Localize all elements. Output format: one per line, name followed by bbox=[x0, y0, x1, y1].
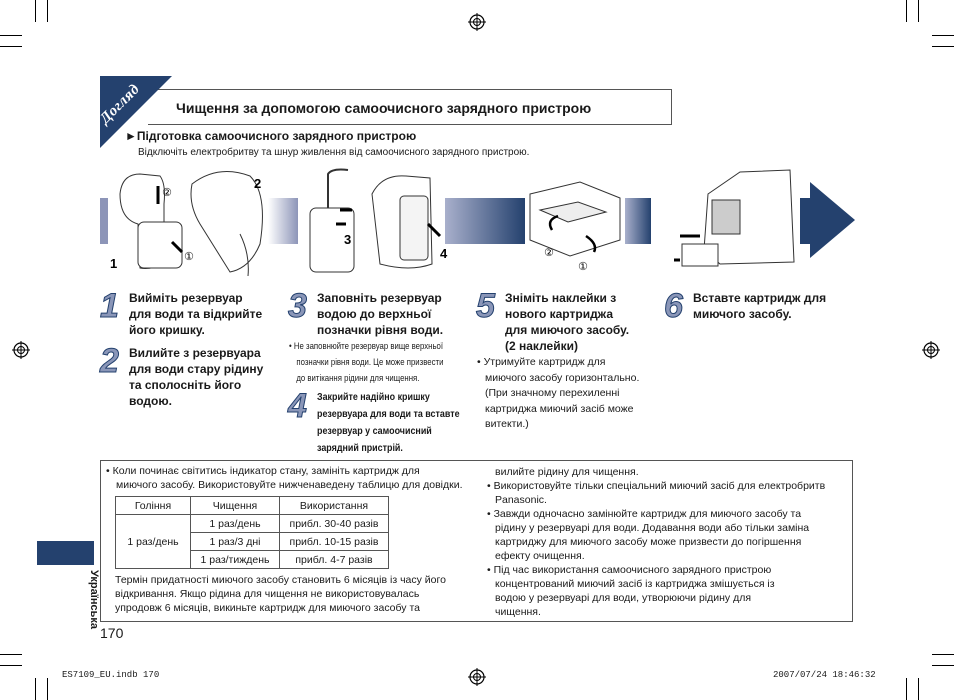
step-2-number: 2 bbox=[100, 342, 119, 380]
step-1-number: 1 bbox=[100, 287, 119, 325]
step-6-number: 6 bbox=[664, 287, 683, 325]
shelf-life-text: Термін придатності миючого засобу становить 6 місяців із часу його відкривання. Якщо рідина для чищення не використовувалась упродовж 6 місяців, викиньте картридж для миючого засобу та bbox=[115, 574, 446, 614]
step-6-text: Вставте картридж для миючого засобу. bbox=[693, 291, 827, 321]
step-4-text: Закрийте надійно кришку резервуара для води та вставте резервуар у самоочисний зарядний пристрій. bbox=[317, 391, 460, 454]
table-cell: 1 раз/тиждень bbox=[191, 551, 280, 569]
illus-label-2: 2 bbox=[254, 176, 262, 191]
crop-mark bbox=[906, 0, 907, 22]
footer-timestamp: 2007/07/24 18:46:32 bbox=[773, 670, 876, 680]
crop-mark bbox=[932, 654, 954, 655]
crop-mark bbox=[47, 678, 48, 700]
page-title: Чищення за допомогою самоочисного зарядного пристрою bbox=[176, 100, 592, 116]
illus-circle-1: ① bbox=[184, 250, 194, 263]
footer-file: ES7109_EU.indb 170 bbox=[62, 670, 160, 680]
crop-mark bbox=[47, 0, 48, 22]
illus-circle-2b: ② bbox=[544, 246, 554, 259]
illus-circle-2: ② bbox=[162, 186, 172, 199]
step-1-text: Вийміть резервуар для води та відкрийте його кришку. bbox=[129, 291, 263, 337]
table-cell: 1 раз/день bbox=[191, 515, 280, 533]
registration-mark-icon bbox=[12, 341, 30, 359]
illus-label-1: 1 bbox=[110, 256, 118, 271]
step-3-note: • Не заповнюйте резервуар вище верхньої позначки рівня води. Це може призвести до витікання рідини для чищення. bbox=[289, 341, 444, 384]
step-5-number: 5 bbox=[476, 287, 495, 325]
page-number: 170 bbox=[100, 625, 124, 641]
replacement-table bbox=[115, 496, 389, 569]
crop-mark bbox=[932, 46, 954, 47]
step-4-number: 4 bbox=[288, 387, 307, 425]
step-5-note: • Утримуйте картридж для миючого засобу горизонтально. (При значному перехиленні картриджа миючий засіб може витекти.) bbox=[477, 356, 640, 430]
table-cell: прибл. 10-15 разів bbox=[280, 533, 389, 551]
prep-text: Відключіть електробритву та шнур живлення від самоочисного зарядного пристрою. bbox=[138, 147, 530, 158]
step-3-text: Заповніть резервуар водою до верхньої позначки рівня води. bbox=[317, 291, 444, 337]
language-label: Українська bbox=[88, 570, 100, 630]
table-cell: 1 раз/3 дні bbox=[191, 533, 280, 551]
crop-mark bbox=[918, 0, 919, 22]
registration-mark-icon bbox=[468, 13, 486, 31]
step-3-number: 3 bbox=[288, 287, 307, 325]
crop-mark bbox=[35, 0, 36, 22]
language-tab bbox=[37, 541, 94, 565]
illus-circle-1b: ① bbox=[578, 260, 588, 273]
crop-mark bbox=[906, 678, 907, 700]
registration-mark-icon bbox=[468, 668, 486, 686]
crop-mark bbox=[0, 35, 22, 36]
table-header: Гоління bbox=[116, 497, 191, 515]
illus-label-3: 3 bbox=[344, 232, 352, 247]
crop-mark bbox=[932, 665, 954, 666]
table-cell: 1 раз/день bbox=[116, 515, 191, 569]
table-cell: прибл. 30-40 разів bbox=[280, 515, 389, 533]
section-tag-label: Догляд bbox=[97, 81, 144, 128]
registration-mark-icon bbox=[922, 341, 940, 359]
replace-intro: • Коли починає світитись індикатор стану, замініть картридж для миючого засобу. Використовуйте нижченаведену таблицю для довідки. bbox=[106, 465, 463, 491]
crop-mark bbox=[0, 654, 22, 655]
table-cell: прибл. 4-7 разів bbox=[280, 551, 389, 569]
illus-label-4: 4 bbox=[440, 246, 448, 261]
crop-mark bbox=[932, 35, 954, 36]
crop-mark bbox=[918, 678, 919, 700]
prep-heading: ►Підготовка самоочисного зарядного пристрою bbox=[125, 129, 417, 143]
table-header: Використання bbox=[280, 497, 389, 515]
cleaning-notes: вилийте рідину для чищення. • Використовуйте тільки спеціальний миючий засіб для електробритв Panasonic. • Завжди одночасно замінюйте картридж для миючого засобу та рідину у резервуарі для води. Додавання води або тільки заміна картриджу для миючого засобу може призвести до погіршення ефекту очищення. • Під час використання самоочисного зарядного пристрою концентрований миючий засіб із картриджа змішується із водою у резервуарі для води, утворюючи рідину для чищення. bbox=[487, 466, 826, 618]
crop-mark bbox=[0, 46, 22, 47]
table-header: Чищення bbox=[191, 497, 280, 515]
step-5-text: Зніміть наклейки з нового картриджа для миючого засобу. (2 наклейки) bbox=[505, 291, 630, 353]
crop-mark bbox=[0, 665, 22, 666]
crop-mark bbox=[35, 678, 36, 700]
instruction-illustration bbox=[100, 164, 855, 276]
step-2-text: Вилийте з резервуара для води стару рідину та сполосніть його водою. bbox=[129, 346, 264, 408]
